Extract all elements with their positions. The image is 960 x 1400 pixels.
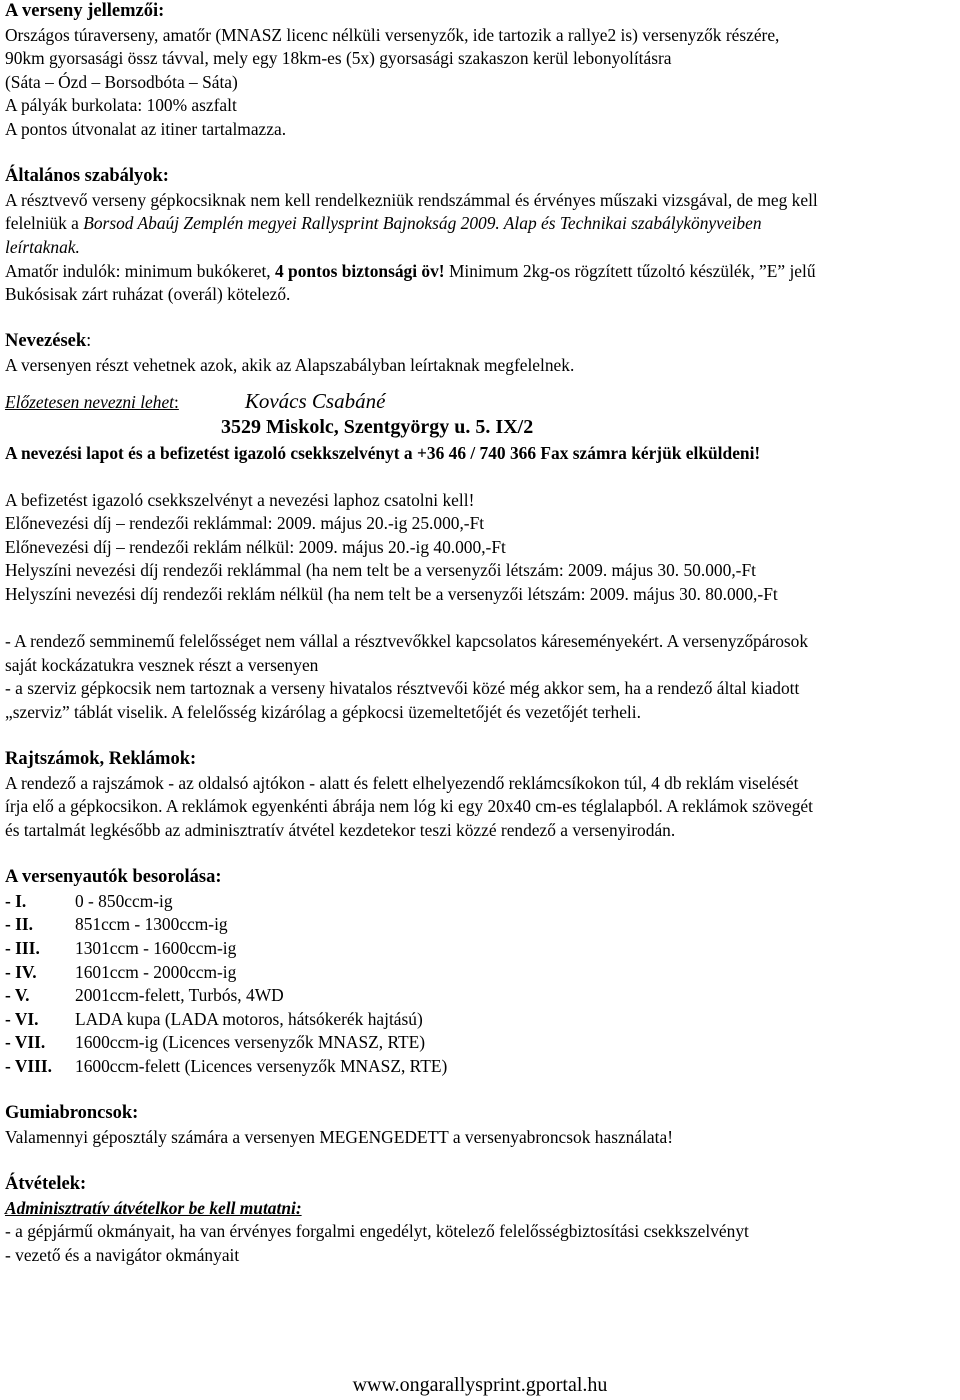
fee-line: A befizetést igazoló csekkszelvényt a nevezési laphoz csatolni kell! [5,489,475,510]
class-row [5,1031,960,1055]
document-page [5,0,960,1267]
section-heading-jellemzok: A verseny jellemzői: [5,1,165,21]
class-value: 2001ccm-felett, Turbós, 4WD [75,985,284,1006]
class-value: 1601ccm - 2000ccm-ig [75,961,237,982]
class-key: - I. [5,890,27,911]
szabalyok-line: leírtaknak. [5,236,80,257]
section-heading-rajtszamok: Rajtszámok, Reklámok: [5,749,197,770]
nevezesek-heading-text: Nevezések [5,331,87,352]
szabalyok-line [5,260,960,284]
fax-instruction: A nevezési lapot és a befizetést igazoló csekkszelvényt a +36 46 / 740 366 Fax számra kérjük elküldeni! [5,442,761,463]
szabalyok-line: Bukósisak zárt ruházat (overál) kötelező. [5,284,291,305]
footer-url: www.ongarallysprint.gportal.hu [352,1374,608,1396]
gumi-line: Valamennyi géposztály számára a versenyen MEGENGEDETT a versenyabroncsok használata! [5,1126,673,1147]
szabalyok-line: A résztvevő verseny gépkocsiknak nem kell rendelkezniük rendszámmal és érvényes műszaki vizsgával, de meg kell [5,189,818,210]
class-row [5,913,960,937]
rajtszamok-line: és tartalmát legkésőbb az adminisztratív átvétel kezdetekor teszi közzé rendező a versenyirodán. [5,820,676,840]
class-row [5,984,960,1008]
class-key: - IV. [5,961,37,982]
class-value: 0 - 850ccm-ig [75,890,173,911]
atvetelek-subheading: Adminisztratív átvételkor be kell mutatni: [5,1197,302,1218]
nevezesek-heading-colon: : [86,331,92,352]
section-heading-szabalyok: Általános szabályok: [5,166,169,187]
jellemzok-line: 90km gyorsasági össz távval, mely egy 18km-es (5x) gyorsasági szakaszon kerül lebonyolításra [5,48,672,69]
liability-note: - a szerviz gépkocsik nem tartoznak a verseny hivatalos résztvevői közé még akkor sem, ha a rendező által kiadott [5,678,800,699]
class-row [5,1055,960,1079]
section-heading-atvetelek: Átvételek: [5,1173,87,1194]
liability-note: - A rendező semminemű felelősséget nem vállal a résztvevőkkel kapcsolatos káreseményekért. A versenyzőpárosok [5,631,809,652]
section-heading-besorolas: A versenyautók besorolása: [5,867,222,888]
szabalyok-text: felelniük a [5,213,84,234]
class-key: - V. [5,985,30,1006]
rulebook-reference: Borsod Abaúj Zemplén megyei Rallysprint Bajnokság 2009. Alap és Technikai szabálykönyveiben [83,213,762,234]
pre-entry-label: Előzetesen nevezni lehet [5,391,175,412]
atvetelek-line: - vezető és a navigátor okmányait [5,1244,240,1265]
pre-entry-line [5,390,960,416]
class-value: LADA kupa (LADA motoros, hátsókerék hajtású) [75,1008,423,1029]
class-key: - VII. [5,1032,46,1053]
liability-note: „szerviz” táblát viselik. A felelősség kizárólag a gépkocsi üzemeltetőjét és vezetőjét terheli. [5,702,641,723]
rajtszamok-line: A rendező a rajszámok - az oldalsó ajtókon - alatt és felett elhelyezendő reklámcsíkokon túl, 4 db reklám viselését [5,772,799,793]
class-value: 1301ccm - 1600ccm-ig [75,937,237,958]
fee-line: Helyszíni nevezési díj rendezői reklámmal (ha nem telt be a versenyzői létszám: 2009. május 30. 50.000,-Ft [5,560,756,581]
entry-contact-name: Kovács Csabáné [244,388,386,413]
liability-note: saját kockázatukra vesznek részt a versenyen [5,654,319,675]
safety-belt-emphasis: 4 pontos biztonsági öv! [275,260,445,281]
class-value: 1600ccm-felett (Licences versenyzők MNASZ, RTE) [75,1055,448,1076]
class-value: 851ccm - 1300ccm-ig [75,914,228,935]
class-value: 1600ccm-ig (Licences versenyzők MNASZ, RTE) [75,1032,426,1053]
section-heading-nevezesek [5,330,960,354]
szabalyok-text: Minimum 2kg-os rögzített tűzoltó készülék, ”E” jelű [444,260,816,281]
fee-line: Előnevezési díj – rendezői reklám nélkül: 2009. május 20.-ig 40.000,-Ft [5,536,506,557]
class-key: - III. [5,937,40,958]
section-heading-gumi: Gumiabroncsok: [5,1103,139,1124]
class-row [5,961,960,985]
szabalyok-text: Amatőr indulók: minimum bukókeret, [5,260,276,281]
atvetelek-line: - a gépjármű okmányait, ha van érvényes forgalmi engedélyt, kötelező felelősségbiztosítási csekkszelvényt [5,1221,749,1242]
class-key: - II. [5,914,34,935]
nevezesek-line: A versenyen részt vehetnek azok, akik az Alapszabályban leírtaknak megfelelnek. [5,354,575,375]
pre-entry-label-colon: : [174,391,179,412]
class-row [5,937,960,961]
rajtszamok-line: írja elő a gépkocsikon. A reklámok egyenkénti ábrája nem lóg ki egy 20x40 cm-es téglalapból. A reklámok szövegét [5,796,813,817]
class-key: - VIII. [5,1055,53,1076]
fee-line: Helyszíni nevezési díj rendezői reklám nélkül (ha nem telt be a versenyzői létszám: 2009. május 30. 80.000,-Ft [5,584,778,605]
class-row [5,1008,960,1032]
entry-address: 3529 Miskolc, Szentgyörgy u. 5. IX/2 [221,415,534,438]
jellemzok-line: Országos túraverseny, amatőr (MNASZ licenc nélküli versenyzők, ide tartozik a rallye2 is) versenyzők részére, [5,24,780,45]
jellemzok-line: (Sáta – Ózd – Borsodbóta – Sáta) [5,71,238,92]
szabalyok-line [5,212,960,236]
class-row [5,890,960,914]
jellemzok-line: A pontos útvonalat az itiner tartalmazza. [5,118,287,139]
jellemzok-line: A pályák burkolata: 100% aszfalt [5,95,237,116]
class-key: - VI. [5,1008,39,1029]
fee-line: Előnevezési díj – rendezői reklámmal: 2009. május 20.-ig 25.000,-Ft [5,513,485,534]
